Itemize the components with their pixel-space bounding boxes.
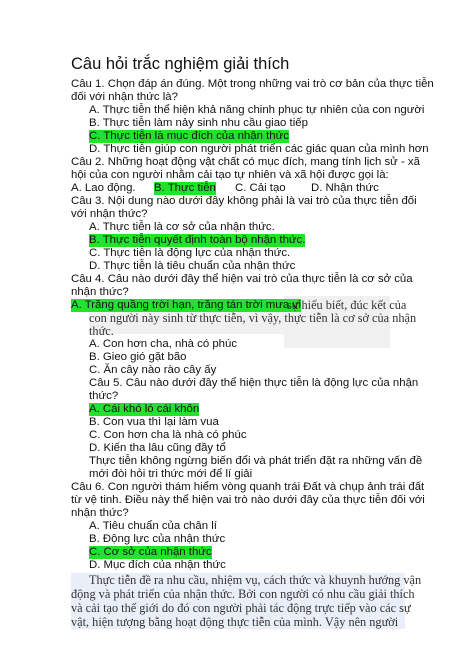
question-6-option-a: A. Tiêu chuẩn của chân lí: [89, 520, 217, 532]
question-3-option-d: D. Thực tiễn là tiêu chuẩn của nhận thức: [89, 260, 296, 272]
question-4-option-b: A. Con hơn cha, nhà có phúc: [89, 338, 238, 350]
question-3-option-b-answer: B. Thực tiễn quyết định toàn bộ nhận thức.: [89, 234, 306, 246]
page-title: Câu hỏi trắc nghiệm giải thích: [71, 55, 290, 73]
question-4-option-c: B. Gieo gió gặt bão: [89, 351, 187, 363]
question-6-explanation-line3: và cải tạo thế giới do đó con người phải tác động trực tiếp vào các sự: [71, 601, 411, 615]
question-1-option-a: A. Thực tiễn thể hiện khả năng chinh phục tự nhiên của con người: [89, 104, 425, 116]
question-4-option-a-answer: A. Trăng quầng trời hạn, trăng tán trời mưa vì: [71, 299, 302, 311]
question-6-explanation-line2: động và phát triển của nhận thức. Bởi con người có nhu cầu giải thích: [71, 587, 415, 601]
question-2-option-c: C. Cải tạo: [235, 182, 286, 194]
question-5-text-line1: Câu 5. Câu nào dưới đây thể hiện thực tiễn là động lực của nhận: [89, 377, 419, 389]
question-2-option-d: D. Nhận thức: [311, 182, 379, 194]
question-3-text-line2: với nhận thức?: [71, 208, 148, 220]
question-4-text-line1: Câu 4. Câu nào dưới đây thể hiện vai trò của thực tiễn là cơ sở của: [71, 273, 413, 285]
question-1-option-d: D. Thực tiễn giúp con người phát triển các giác quan của mình hơn: [89, 143, 429, 155]
question-6-text-line3: nhận thức?: [71, 507, 129, 519]
question-1-option-c-answer: C. Thực tiễn là mục đích của nhận thức: [89, 130, 289, 142]
question-6-explanation-line4: vật, hiện tượng bằng hoạt động thực tiễn của mình. Vậy nên người: [71, 615, 399, 629]
question-1-option-b: B. Thực tiễn làm nảy sinh nhu cầu giao tiếp: [89, 117, 308, 129]
question-6-option-b: B. Động lực của nhận thức: [89, 533, 226, 545]
question-4-explanation-line2: con người này sinh từ thực tiễn, vì vậy, thực tiễn là cơ sở của nhận: [89, 311, 417, 325]
question-6-text-line2: từ vệ tinh. Điều này thể hiện vai trò nào dưới đây của thực tiễn đối với: [71, 494, 425, 506]
question-5-option-a-answer: A. Cái khó ló cái khôn: [89, 403, 200, 415]
question-5-explanation-line2: mới đòi hỏi tri thức mới để lí giải: [89, 468, 253, 480]
question-1-text-line2: đối với nhận thức là?: [71, 91, 178, 103]
question-4-text-line2: nhận thức?: [71, 286, 129, 298]
question-3-option-a: A. Thực tiễn là cơ sở của nhận thức.: [89, 221, 275, 233]
question-5-option-d: D. Kiến tha lâu cũng đầy tổ: [89, 442, 226, 454]
question-2-text-line2: hội của con người nhằm cải tạo tự nhiên và xã hội được gọi là:: [71, 169, 389, 181]
question-3-option-c: C. Thực tiễn là động lực của nhận thức.: [89, 247, 291, 259]
question-5-option-c: C. Con hơn cha là nhà có phúc: [89, 429, 247, 441]
question-5-text-line2: thức?: [89, 390, 119, 402]
question-2-option-a: A. Lao động.: [71, 182, 136, 194]
question-6-explanation-line1: Thực tiễn đề ra nhu cầu, nhiệm vụ, cách thức và khuynh hướng vận: [89, 573, 422, 587]
question-3-text-line1: Câu 3. Nội dung nào dưới đây không phải là vai trò của thực tiễn đối: [71, 195, 417, 207]
question-5-option-b: B. Con vua thì lại làm vua: [89, 416, 219, 428]
question-6-option-d: D. Mục đích của nhận thức: [89, 559, 226, 571]
question-6-option-c-answer: C. Cơ sở của nhận thức: [89, 546, 212, 558]
question-1-text-line1: Câu 1. Chọn đáp án đúng. Một trong những vai trò cơ bản của thực tiễn: [71, 78, 434, 90]
question-5-explanation-line1: Thực tiễn không ngừng biến đổi và phát triển đặt ra những vấn đề: [89, 455, 423, 467]
question-2-option-b-answer: B. Thực tiễn: [154, 182, 216, 194]
question-4-option-d: C. Ăn cây nào rào cây ấy: [89, 364, 217, 376]
question-4-explanation-line1: sự hiểu biết, đúc kết của: [287, 298, 407, 312]
question-2-text-line1: Câu 2. Những hoạt động vật chất có mục đích, mang tính lịch sử - xã: [71, 156, 420, 168]
question-4-explanation-line3: thức.: [89, 324, 114, 338]
question-6-text-line1: Câu 6. Con người thám hiểm vòng quanh trái Đất và chụp ảnh trái đất: [71, 481, 425, 493]
